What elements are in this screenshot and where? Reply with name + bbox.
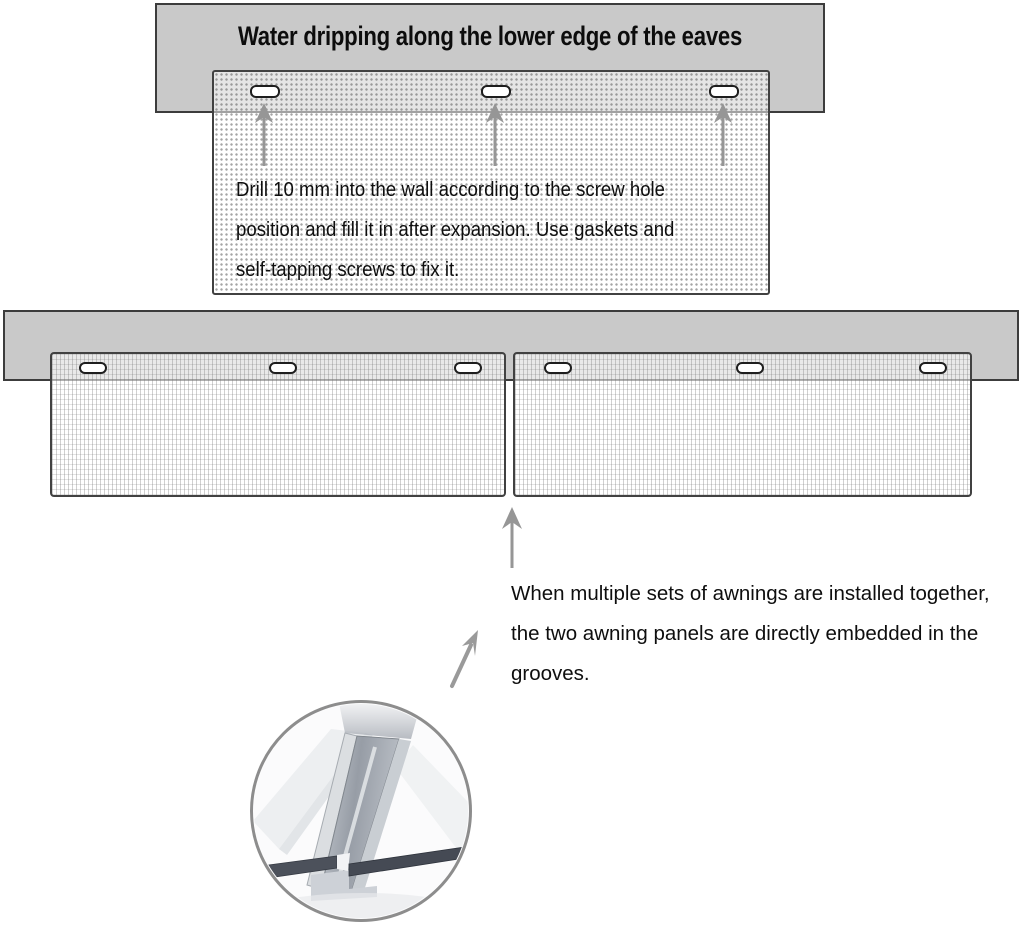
up-arrow-icon	[253, 103, 275, 167]
diagram-title: Water dripping along the lower edge of the eaves	[237, 21, 743, 51]
note-line: When multiple sets of awnings are installed together,	[511, 582, 990, 605]
note-line: grooves.	[511, 662, 590, 685]
screw-slot-icon	[79, 362, 107, 374]
screw-slot-icon	[481, 85, 511, 98]
up-arrow-icon	[712, 103, 734, 167]
up-arrow-icon	[484, 103, 506, 167]
groove-detail-photo	[250, 700, 472, 922]
instruction-line: self-tapping screws to fix it.	[236, 259, 460, 281]
screw-slot-icon	[454, 362, 482, 374]
awning-panel-left	[50, 352, 506, 497]
instruction-line: Drill 10 mm into the wall according to the screw hole	[236, 179, 666, 201]
mounting-strip-panel	[212, 70, 770, 295]
screw-slot-icon	[544, 362, 572, 374]
grooves-note	[511, 574, 1024, 694]
diagonal-arrow-icon	[440, 622, 490, 694]
screw-slot-icon	[250, 85, 280, 98]
soft-shadow	[268, 893, 458, 919]
screw-slot-icon	[709, 85, 739, 98]
awning-panel-right	[513, 352, 972, 497]
instruction-line: position and fill it in after expansion. Use gaskets and	[236, 219, 675, 241]
screw-slot-icon	[736, 362, 764, 374]
groove-notch	[337, 853, 350, 871]
screw-slot-icon	[269, 362, 297, 374]
drilling-instruction	[236, 170, 757, 290]
groove-joint-illustration	[253, 703, 469, 919]
junction-up-arrow-icon	[500, 507, 524, 569]
note-line: the two awning panels are directly embedded in the	[511, 622, 979, 645]
screw-slot-icon	[919, 362, 947, 374]
